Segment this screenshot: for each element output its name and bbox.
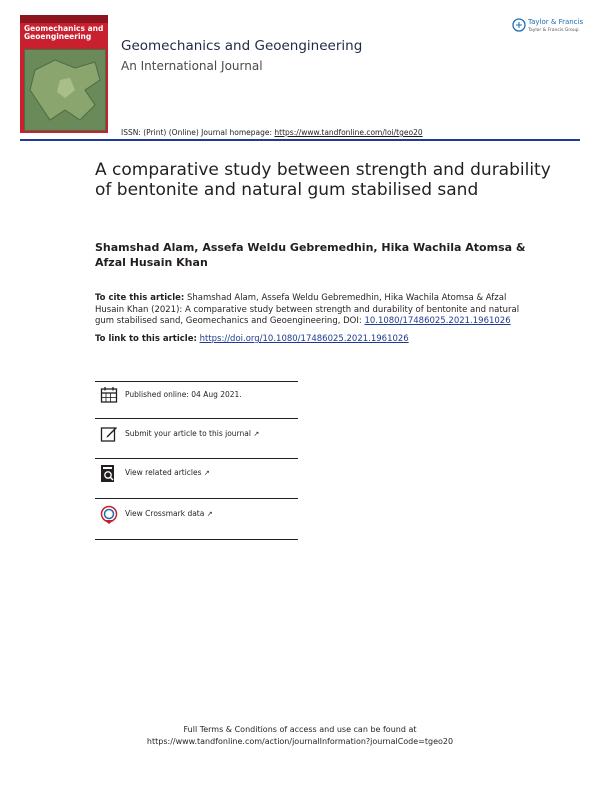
cover-title: Geomechanics and Geoengineering <box>24 24 104 41</box>
external-link-icon: ↗ <box>206 510 213 518</box>
journal-name: Geomechanics and Geoengineering <box>121 38 363 54</box>
related-articles-row[interactable] <box>100 464 300 484</box>
crossmark-row[interactable] <box>100 505 300 525</box>
cover-map-image <box>24 49 106 131</box>
actions-rule-3 <box>95 498 298 499</box>
actions-rule-2 <box>95 458 298 459</box>
terms-footer-line1: Full Terms & Conditions of access and use can be found at <box>183 725 417 734</box>
submit-article-row[interactable] <box>100 425 300 445</box>
article-doi-url[interactable]: https://doi.org/10.1080/17486025.2021.1961026 <box>199 334 409 344</box>
crossmark-label: View Crossmark data <box>125 509 205 518</box>
actions-rule-1 <box>95 418 298 419</box>
calendar-icon <box>100 386 118 404</box>
issn-line <box>121 128 423 137</box>
cover-band <box>20 15 108 23</box>
related-articles-icon <box>100 464 118 484</box>
citation-doi-link[interactable]: 10.1080/17486025.2021.1961026 <box>364 316 511 326</box>
crossmark-icon <box>100 505 118 525</box>
external-link-icon: ↗ <box>253 430 260 438</box>
crossmark-link[interactable] <box>125 509 213 518</box>
related-articles-link[interactable] <box>125 468 210 477</box>
article-title: A comparative study between strength and durability of bentonite and natural gum stabilised sand <box>95 160 551 200</box>
issn-label: ISSN: (Print) (Online) Journal homepage: <box>121 128 273 137</box>
submit-article-label: Submit your article to this journal <box>125 429 251 438</box>
journal-homepage-link[interactable]: https://www.tandfonline.com/loi/tgeo20 <box>274 128 423 137</box>
related-articles-label: View related articles <box>125 468 202 477</box>
article-link-label: To link to this article: <box>95 334 197 344</box>
edit-icon <box>100 425 118 443</box>
actions-top-rule <box>95 381 298 382</box>
terms-footer-url[interactable]: https://www.tandfonline.com/action/journalInformation?journalCode=tgeo20 <box>146 737 454 746</box>
terms-footer <box>100 724 500 748</box>
article-authors: Shamshad Alam, Assefa Weldu Gebremedhin, Hika Wachila Atomsa & Afzal Husain Khan <box>95 241 526 269</box>
journal-subtitle: An International Journal <box>121 59 263 73</box>
citation-label: To cite this article: <box>95 293 185 303</box>
published-online-row <box>100 386 300 406</box>
external-link-icon: ↗ <box>203 469 210 477</box>
submit-article-link[interactable] <box>125 429 259 438</box>
publisher-logo-text: Taylor & Francis <box>528 18 584 26</box>
article-link-line <box>95 334 535 344</box>
actions-bottom-rule <box>95 539 298 540</box>
header-divider <box>20 139 580 141</box>
citation-block <box>95 293 535 328</box>
publisher-logo-sub: Taylor & Francis Group <box>528 28 579 33</box>
citation-text: Shamshad Alam, Assefa Weldu Gebremedhin, Hika Wachila Atomsa & Afzal Husain Khan (2021): A comparative study between strength and durability of bentonite and natural gum stabilised sand, Geomechanics and Geoengineering, DOI: <box>95 293 520 326</box>
published-online-text: Published online: 04 Aug 2021. <box>125 390 242 399</box>
publisher-logo[interactable] <box>512 16 586 38</box>
journal-cover <box>20 15 108 133</box>
publisher-logo-icon <box>512 18 526 32</box>
